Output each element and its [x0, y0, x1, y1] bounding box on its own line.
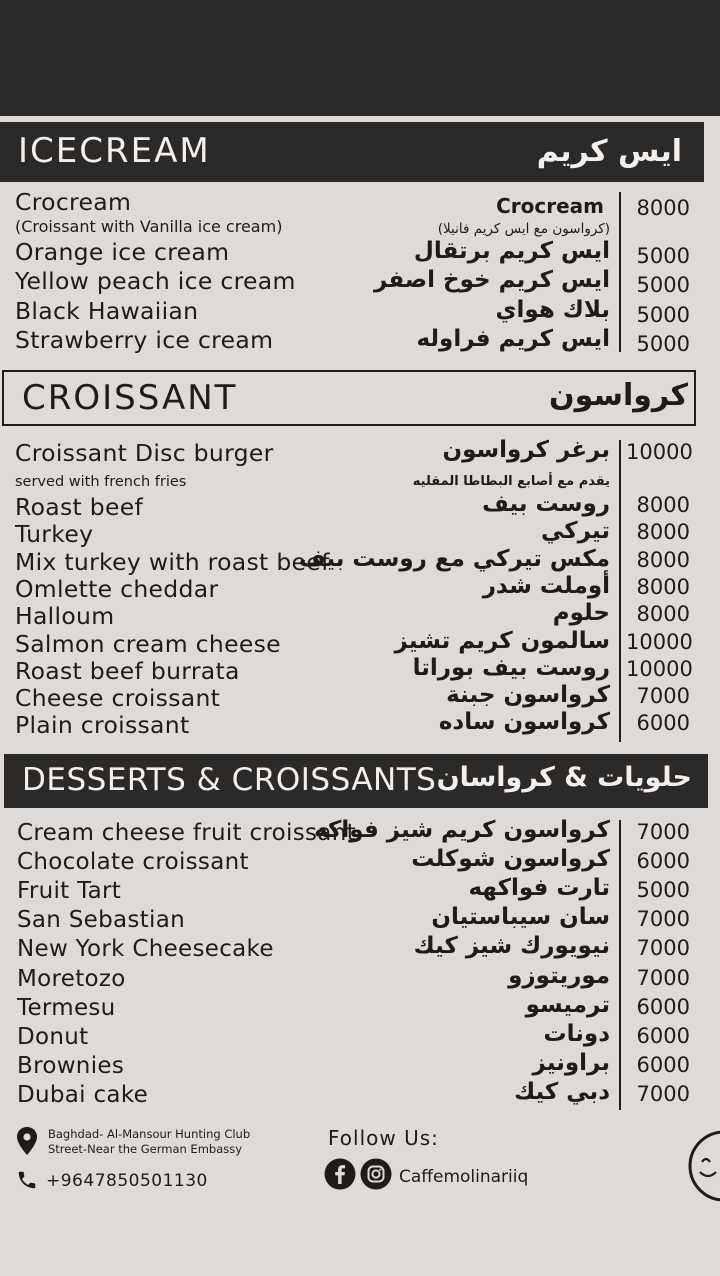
item-name-ar: كرواسون شوكلت	[411, 846, 610, 873]
item-name-en: Black Hawaiian	[15, 296, 199, 325]
item-name-en: Plain croissant	[15, 711, 190, 740]
item-name-en: Dubai cake	[17, 1081, 149, 1108]
item-name-ar: دبي كيك	[514, 1078, 610, 1105]
item-name-en: Yellow peach ice cream	[15, 267, 296, 296]
item-name-ar: ترميسو	[525, 991, 610, 1018]
phone-number[interactable]: +9647850501130	[46, 1171, 208, 1191]
desserts-price-divider	[619, 820, 621, 1110]
location-pin-icon	[16, 1126, 38, 1160]
item-price: 6000	[636, 711, 690, 736]
item-name-en: Fruit Tart	[17, 878, 122, 905]
top-dark-bar	[0, 0, 720, 116]
item-name-ar: روست بيف	[482, 491, 610, 517]
item-name-ar: دونات	[543, 1020, 610, 1047]
item-name-ar: ايس كريم فراوله	[416, 325, 610, 352]
item-name-en: Termesu	[17, 994, 116, 1021]
item-name-ar: ايس كريم خوخ اصفر	[374, 267, 610, 294]
item-price: 8000	[636, 547, 690, 572]
item-name-en: Mix turkey with roast beef	[15, 547, 330, 576]
item-name-en: Cheese croissant	[15, 684, 221, 713]
follow-us-label: Follow Us:	[328, 1126, 439, 1150]
item-name-ar: سالمون كريم تشيز	[394, 627, 610, 654]
item-name-ar: حلوم	[552, 600, 610, 627]
item-price: 5000	[636, 273, 690, 298]
item-name-en: Brownies	[17, 1052, 125, 1079]
instagram-icon[interactable]	[360, 1158, 392, 1194]
item-price: 7000	[636, 907, 690, 932]
item-desc-en: served with french fries	[15, 474, 187, 490]
item-price: 7000	[636, 820, 690, 844]
item-price: 10000	[626, 629, 693, 654]
item-price: 5000	[636, 244, 690, 268]
item-name-ar: موريتوزو	[508, 962, 610, 989]
item-price: 8000	[636, 602, 690, 627]
item-name-en: Donut	[17, 1023, 89, 1050]
address-line-2: Street-Near the German Embassy	[48, 1142, 243, 1156]
item-price: 10000	[626, 656, 693, 681]
item-price: 8000	[636, 196, 690, 220]
item-name-en: Croissant Disc burger	[15, 439, 274, 467]
address-line-1: Baghdad- Al-Mansour Hunting Club	[48, 1127, 251, 1141]
croissant-price-divider	[619, 440, 621, 742]
item-price: 6000	[636, 1052, 690, 1077]
item-name-en: Crocream	[15, 188, 132, 216]
item-name-en: Omlette cheddar	[15, 574, 219, 603]
facebook-icon[interactable]	[324, 1158, 356, 1194]
item-name-en: Moretozo	[17, 965, 126, 992]
icecream-title-en: ICECREAM	[18, 131, 211, 171]
item-name-en: Orange ice cream	[15, 238, 230, 266]
item-price: 6000	[636, 994, 690, 1019]
item-price: 5000	[636, 331, 690, 356]
item-price: 6000	[636, 1023, 690, 1048]
item-price: 8000	[636, 574, 690, 599]
item-name-ar: نيويورك شيز كيك	[413, 933, 610, 960]
icecream-price-divider	[619, 192, 621, 352]
item-desc-ar: (كرواسون مع ايس كريم فانيلا)	[437, 221, 610, 237]
item-name-en: Roast beef burrata	[15, 656, 240, 685]
item-name-ar: ايس كريم برتقال	[413, 238, 610, 264]
item-name-en: Salmon cream cheese	[15, 629, 281, 658]
croissant-header	[2, 370, 696, 426]
item-desc-ar: يقدم مع أصابع البطاطا المقليه	[412, 474, 610, 489]
item-name-en: New York Cheesecake	[17, 936, 274, 963]
item-price: 8000	[636, 493, 690, 517]
item-name-ar: كرواسون ساده	[438, 709, 610, 736]
item-name-en: Cream cheese fruit croissant	[17, 820, 356, 846]
item-price: 6000	[636, 849, 690, 874]
item-name-ar: كرواسون جبنة	[446, 682, 610, 709]
croissant-title-en: CROISSANT	[22, 378, 238, 418]
item-price: 7000	[636, 965, 690, 990]
item-name-en: Turkey	[15, 520, 94, 549]
item-name-ar: برغر كرواسون	[442, 437, 610, 463]
item-price: 7000	[636, 1081, 690, 1106]
item-name-en: Roast beef	[15, 493, 144, 521]
social-handle[interactable]: Caffemolinariiq	[399, 1167, 529, 1187]
item-name-ar: براونيز	[532, 1049, 610, 1076]
item-name-ar: مكس تيركي مع روست بيف	[298, 545, 610, 572]
item-name-ar: أوملت شدر	[482, 572, 610, 599]
desserts-title-en: DESSERTS & CROISSANTS	[22, 762, 437, 798]
item-price: 5000	[636, 302, 690, 327]
phone-icon	[16, 1169, 38, 1195]
item-price: 7000	[636, 936, 690, 961]
item-name-en: Halloum	[15, 602, 115, 631]
desserts-title-ar: حلويات & كرواسان	[436, 762, 692, 793]
item-name-ar: روست بيف بوراتا	[412, 654, 610, 681]
item-name-en: Chocolate croissant	[17, 849, 249, 876]
item-name-ar: كرواسون كريم شيز فواكه	[314, 817, 610, 843]
logo-stamp	[688, 1130, 720, 1206]
icecream-title-ar: ايس كريم	[536, 134, 682, 169]
item-name-ar: تارت فواكهه	[468, 875, 610, 902]
item-price: 10000	[626, 440, 693, 464]
desserts-header	[4, 754, 708, 808]
item-desc-en: (Croissant with Vanilla ice cream)	[15, 217, 283, 236]
item-name-ar: بلاك هواي	[495, 296, 610, 323]
icecream-header	[0, 122, 704, 182]
item-name-ar: سان سيباستيان	[431, 904, 610, 931]
item-name-ar: Crocream	[496, 194, 604, 218]
item-price: 7000	[636, 684, 690, 709]
item-name-ar: تيركي	[541, 518, 610, 545]
item-price: 8000	[636, 520, 690, 545]
item-name-en: Strawberry ice cream	[15, 325, 274, 354]
item-name-en: San Sebastian	[17, 907, 185, 934]
item-price: 5000	[636, 878, 690, 903]
croissant-title-ar: كرواسون	[549, 378, 688, 413]
